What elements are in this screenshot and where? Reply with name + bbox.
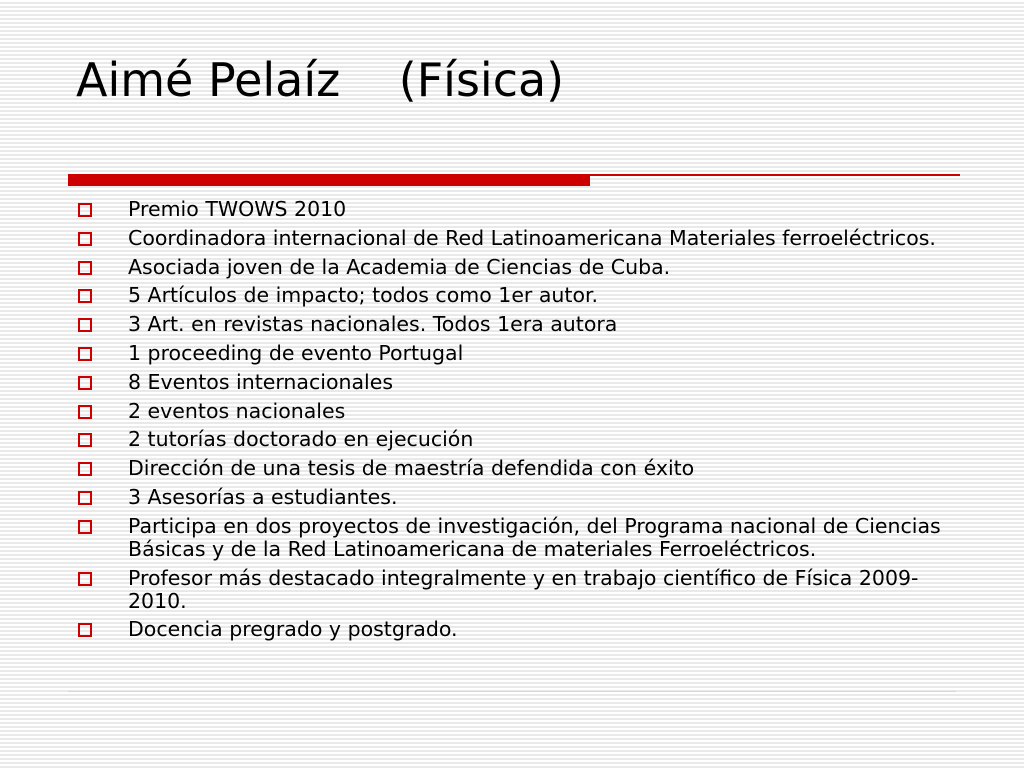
list-item	[76, 198, 956, 221]
hollow-square-icon	[78, 433, 92, 447]
hollow-square-icon	[78, 405, 92, 419]
list-item-text: Docencia pregrado y postgrado.	[128, 617, 458, 642]
list-item	[76, 313, 956, 336]
hollow-square-icon	[78, 462, 92, 476]
list-item	[76, 342, 956, 365]
list-item-text: 3 Asesorías a estudiantes.	[128, 484, 398, 509]
list-item-text: Coordinadora internacional de Red Latinoamericana Materiales ferroeléctricos.	[128, 225, 936, 250]
list-item	[76, 284, 956, 307]
list-item-text: 5 Artículos de impacto; todos como 1er autor.	[128, 283, 599, 308]
list-item-text: Asociada joven de la Academia de Ciencias de Cuba.	[128, 254, 671, 279]
hollow-square-icon	[78, 261, 92, 275]
list-item-text: 3 Art. en revistas nacionales. Todos 1era autora	[128, 312, 618, 337]
hollow-square-icon	[78, 203, 92, 217]
list-item-text: Dirección de una tesis de maestría defendida con éxito	[128, 456, 695, 481]
list-item-text: 2 eventos nacionales	[128, 398, 346, 423]
hollow-square-icon	[78, 318, 92, 332]
list-item-text: 2 tutorías doctorado en ejecución	[128, 427, 474, 452]
list-item	[76, 486, 956, 509]
list-item-text: 8 Eventos internacionales	[128, 369, 394, 394]
list-item	[76, 515, 956, 561]
list-item	[76, 618, 956, 641]
hollow-square-icon	[78, 491, 92, 505]
list-item	[76, 227, 956, 250]
bullet-list	[76, 198, 956, 647]
list-item-text: Premio TWOWS 2010	[128, 197, 347, 221]
list-item-text: Participa en dos proyectos de investigación, del Programa nacional de Ciencias Básicas y de la Red Latinoamericana de materiales Ferroeléctricos.	[128, 513, 941, 561]
list-item	[76, 567, 956, 613]
hollow-square-icon	[78, 376, 92, 390]
list-item	[76, 400, 956, 423]
list-item-text: Profesor más destacado integralmente y en trabajo científico de Física 2009-2010.	[128, 565, 919, 613]
hollow-square-icon	[78, 289, 92, 303]
list-item	[76, 371, 956, 394]
hollow-square-icon	[78, 347, 92, 361]
hollow-square-icon	[78, 232, 92, 246]
title-divider-bar	[68, 174, 590, 186]
list-item	[76, 457, 956, 480]
slide-title: Aimé Pelaíz (Física)	[76, 53, 565, 107]
bottom-divider-line	[68, 691, 956, 692]
hollow-square-icon	[78, 572, 92, 586]
hollow-square-icon	[78, 623, 92, 637]
list-item	[76, 256, 956, 279]
list-item-text: 1 proceeding de evento Portugal	[128, 340, 464, 365]
list-item	[76, 428, 956, 451]
hollow-square-icon	[78, 520, 92, 534]
